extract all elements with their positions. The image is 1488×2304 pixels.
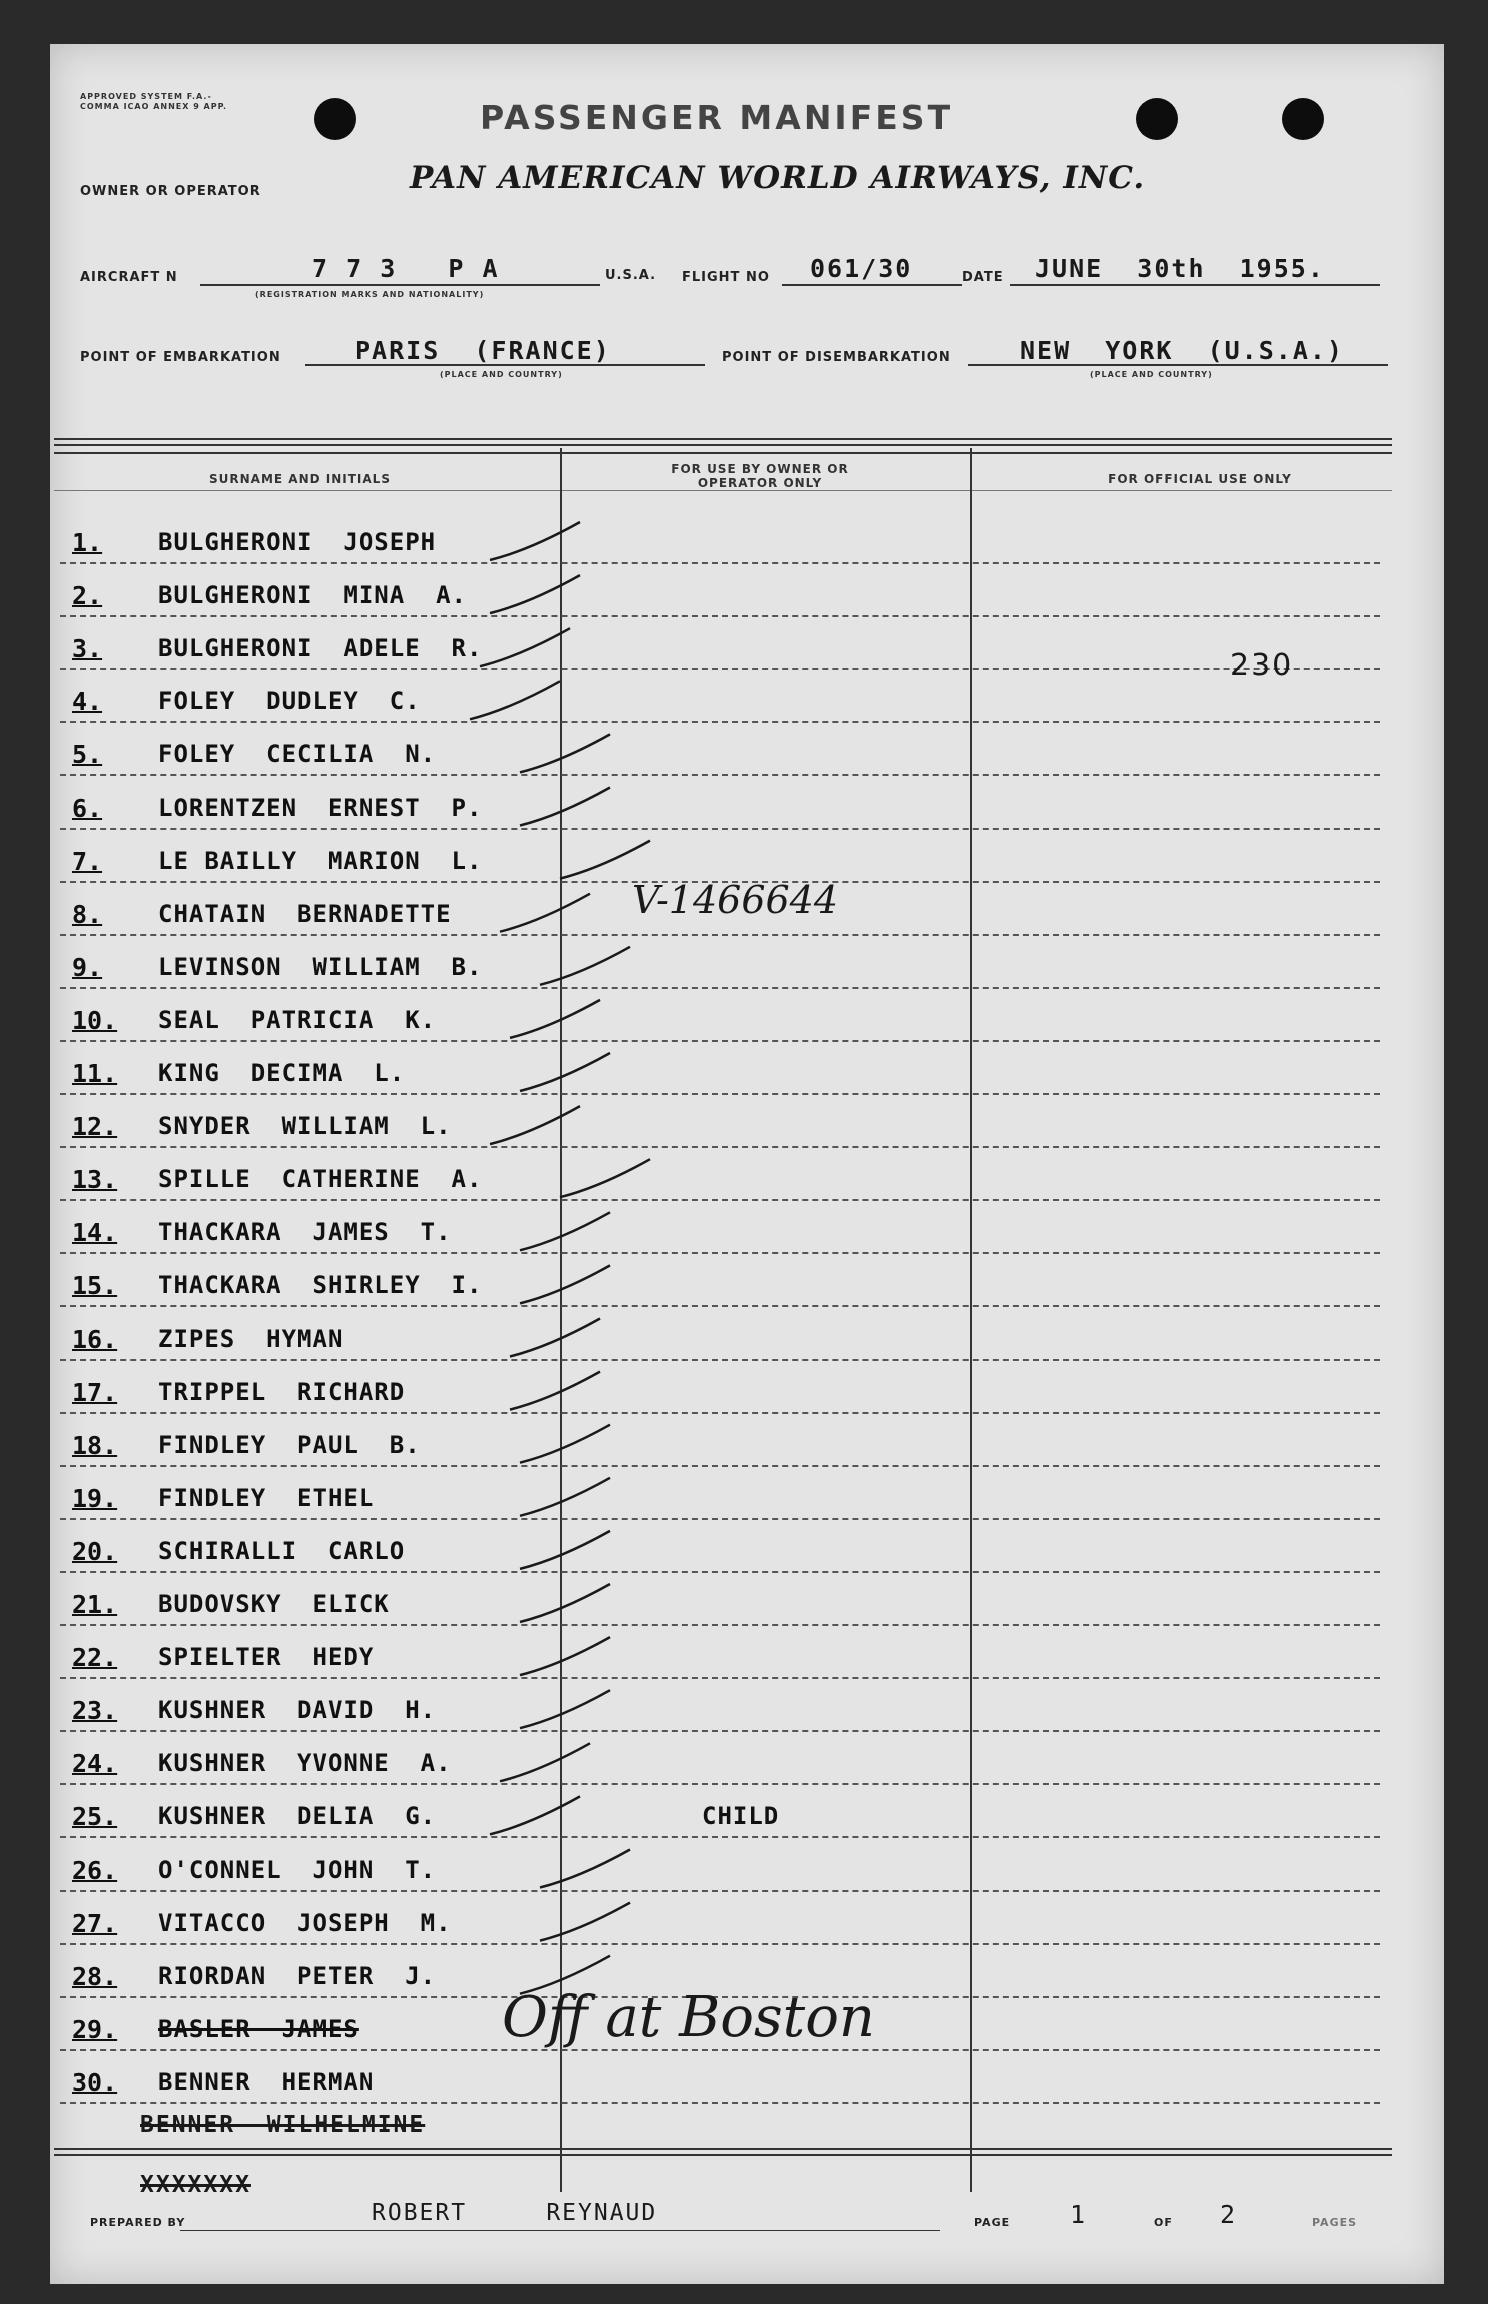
passenger-row	[72, 953, 1392, 997]
row-rule	[60, 668, 1380, 670]
punch-hole	[314, 98, 356, 140]
passenger-name: SPILLE CATHERINE A.	[158, 1165, 483, 1194]
row-rule	[60, 1624, 1380, 1626]
flight-number: 061/30	[810, 254, 913, 283]
row-rule	[60, 1571, 1380, 1573]
passenger-name: SNYDER WILLIAM L.	[158, 1112, 452, 1141]
embarkation-sublabel: (PLACE AND COUNTRY)	[440, 370, 563, 379]
passenger-number: 30.	[72, 2067, 118, 2097]
passenger-name: KUSHNER YVONNE A.	[158, 1749, 452, 1778]
of-label: OF	[1154, 2216, 1173, 2229]
passenger-row	[72, 1590, 1392, 1634]
passenger-number: 17.	[72, 1377, 118, 1407]
row-rule	[60, 1412, 1380, 1414]
row-rule	[60, 934, 1380, 936]
passenger-row	[72, 794, 1392, 838]
passenger-number: 10.	[72, 1005, 118, 1035]
row-rule	[60, 1040, 1380, 1042]
row-rule	[60, 2102, 1380, 2104]
passenger-number: 14.	[72, 1218, 118, 1248]
passenger-name: BULGHERONI JOSEPH	[158, 528, 437, 556]
row-rule	[60, 1730, 1380, 1732]
passenger-number: 1.	[72, 528, 103, 557]
struck-entry: XXXXXXX	[140, 2172, 251, 2198]
passenger-number: 16.	[72, 1324, 118, 1354]
passenger-row	[72, 1165, 1392, 1209]
passenger-row	[72, 1856, 1392, 1900]
passenger-name: BULGHERONI MINA A.	[158, 581, 467, 610]
row-rule	[60, 2049, 1380, 2051]
punch-hole	[1136, 98, 1178, 140]
passenger-name: VITACCO JOSEPH M.	[158, 1908, 452, 1937]
row-rule	[60, 987, 1380, 989]
passenger-name: FINDLEY ETHEL	[158, 1483, 375, 1512]
official-note: 230	[1230, 648, 1294, 683]
passenger-number: 23.	[72, 1696, 118, 1726]
passenger-number: 28.	[72, 1961, 118, 1991]
passenger-row	[72, 1325, 1392, 1369]
struck-entry: BENNER WILHELMINE	[140, 2112, 426, 2138]
page-title: PASSENGER MANIFEST	[480, 98, 954, 137]
passenger-row	[72, 581, 1392, 625]
passenger-name: BENNER HERMAN	[158, 2067, 375, 2096]
passenger-row	[72, 1059, 1392, 1103]
passenger-number: 29.	[72, 2014, 118, 2044]
passenger-name: KUSHNER DAVID H.	[158, 1696, 437, 1725]
passenger-name: SEAL PATRICIA K.	[158, 1005, 437, 1034]
pages-label: PAGES	[1312, 2216, 1358, 2229]
date-label: DATE	[962, 270, 1004, 285]
passenger-row	[72, 1218, 1392, 1262]
aircraft-registration: 7 7 3 P A	[312, 254, 500, 283]
punch-hole	[1282, 98, 1324, 140]
passenger-number: 2.	[72, 581, 103, 611]
passenger-row	[72, 740, 1392, 784]
row-rule	[60, 1465, 1380, 1467]
passenger-name: KING DECIMA L.	[158, 1059, 406, 1087]
passenger-name: THACKARA JAMES T.	[158, 1218, 452, 1247]
passenger-name: RIORDAN PETER J.	[158, 1961, 437, 1990]
passenger-row	[72, 1378, 1392, 1422]
disembarkation-sublabel: (PLACE AND COUNTRY)	[1090, 370, 1213, 379]
prepared-by-value: ROBERT REYNAUD	[372, 2200, 658, 2226]
passenger-number: 27.	[72, 1908, 118, 1938]
passenger-name: BULGHERONI ADELE R.	[158, 634, 483, 663]
passenger-number: 5.	[72, 740, 103, 770]
passenger-name: THACKARA SHIRLEY I.	[158, 1271, 483, 1300]
aircraft-sublabel: (REGISTRATION MARKS AND NATIONALITY)	[255, 290, 485, 299]
passenger-row	[72, 1643, 1392, 1687]
passenger-row	[72, 2068, 1392, 2112]
usa-label: U.S.A.	[605, 268, 657, 283]
owner-label: OWNER OR OPERATOR	[80, 184, 261, 199]
row-rule	[60, 1518, 1380, 1520]
passenger-row	[72, 1909, 1392, 1953]
disembarkation-label: POINT OF DISEMBARKATION	[722, 350, 951, 365]
passenger-number: 19.	[72, 1483, 118, 1513]
passenger-name: CHATAIN BERNADETTE	[158, 899, 452, 928]
passenger-number: 24.	[72, 1749, 118, 1779]
passenger-row	[72, 877, 1392, 944]
passenger-number: 9.	[72, 952, 103, 982]
row-rule	[60, 1199, 1380, 1201]
passenger-name: TRIPPEL RICHARD	[158, 1377, 406, 1406]
passenger-row	[72, 1271, 1392, 1315]
row-rule	[60, 1890, 1380, 1892]
flight-date: JUNE 30th 1955.	[1035, 254, 1325, 283]
row-rule	[60, 1359, 1380, 1361]
row-rule	[60, 1943, 1380, 1945]
passenger-row	[72, 1006, 1392, 1050]
passenger-note: Off at Boston	[502, 1984, 875, 2050]
passenger-note: V-1466644	[632, 877, 839, 922]
passenger-row	[72, 1802, 1392, 1846]
embarkation-value: PARIS (FRANCE)	[355, 336, 611, 365]
passenger-name: BUDOVSKY ELICK	[158, 1590, 390, 1618]
page-number: 1	[1070, 2200, 1088, 2229]
passenger-name: FINDLEY PAUL B.	[158, 1430, 421, 1459]
passenger-number: 13.	[72, 1165, 118, 1195]
passenger-number: 18.	[72, 1430, 118, 1460]
passenger-name: ZIPES HYMAN	[158, 1324, 344, 1353]
passenger-number: 21.	[72, 1590, 118, 1619]
passenger-number: 7.	[72, 846, 103, 876]
passenger-row	[72, 1112, 1392, 1156]
passenger-name: FOLEY CECILIA N.	[158, 740, 437, 769]
passenger-name: SCHIRALLI CARLO	[158, 1536, 406, 1565]
column-header-owner-use: FOR USE BY OWNER OR OPERATOR ONLY	[671, 462, 849, 490]
row-rule	[60, 1093, 1380, 1095]
passenger-row	[72, 687, 1392, 731]
passenger-row	[72, 1984, 1392, 2059]
passenger-number: 3.	[72, 634, 103, 664]
passenger-number: 11.	[72, 1059, 118, 1088]
passenger-name: SPIELTER HEDY	[158, 1643, 375, 1672]
row-rule	[60, 1146, 1380, 1148]
row-rule	[60, 1252, 1380, 1254]
passenger-row	[72, 528, 1392, 572]
embarkation-label: POINT OF EMBARKATION	[80, 350, 281, 365]
row-rule	[60, 1836, 1380, 1838]
row-rule	[60, 1783, 1380, 1785]
row-rule	[60, 562, 1380, 564]
passenger-name: LE BAILLY MARION L.	[158, 846, 483, 875]
passenger-row	[72, 634, 1392, 678]
manifest-sheet	[50, 44, 1444, 2284]
passenger-number: 12.	[72, 1112, 118, 1142]
passenger-row	[72, 1484, 1392, 1528]
passenger-name: KUSHNER DELIA G.	[158, 1802, 437, 1831]
row-rule	[60, 615, 1380, 617]
passenger-name: FOLEY DUDLEY C.	[158, 687, 421, 716]
passenger-number: 15.	[72, 1271, 118, 1301]
passenger-number: 26.	[72, 1855, 118, 1885]
passenger-name: LEVINSON WILLIAM B.	[158, 952, 483, 981]
page-total: 2	[1220, 2200, 1238, 2229]
passenger-name: BASLER JAMES	[158, 2014, 359, 2043]
passenger-row	[72, 1696, 1392, 1740]
passenger-row	[72, 1537, 1392, 1581]
row-rule	[60, 1305, 1380, 1307]
column-header-surname: SURNAME AND INITIALS	[209, 472, 391, 486]
passenger-note: CHILD	[702, 1802, 780, 1831]
approval-stamp: APPROVED SYSTEM F.A.-COMMA ICAO ANNEX 9 APP.	[80, 92, 228, 111]
passenger-name: O'CONNEL JOHN T.	[158, 1855, 437, 1884]
flight-label: FLIGHT NO	[682, 270, 770, 285]
passenger-number: 22.	[72, 1643, 118, 1673]
row-rule	[60, 828, 1380, 830]
passenger-number: 6.	[72, 793, 103, 823]
operator-name: PAN AMERICAN WORLD AIRWAYS, INC.	[410, 160, 1146, 196]
aircraft-label: AIRCRAFT N	[80, 270, 178, 285]
disembarkation-value: NEW YORK (U.S.A.)	[1020, 336, 1344, 365]
prepared-by-label: PREPARED BY	[90, 2216, 186, 2229]
row-rule	[60, 721, 1380, 723]
passenger-number: 25.	[72, 1802, 118, 1832]
passenger-row	[72, 1749, 1392, 1793]
passenger-row	[72, 1431, 1392, 1475]
column-header-official-use: FOR OFFICIAL USE ONLY	[1108, 472, 1292, 486]
row-rule	[60, 1677, 1380, 1679]
passenger-number: 4.	[72, 687, 103, 717]
passenger-number: 8.	[72, 899, 103, 929]
row-rule	[60, 774, 1380, 776]
page-label: PAGE	[974, 2216, 1011, 2229]
passenger-number: 20.	[72, 1536, 118, 1566]
passenger-name: LORENTZEN ERNEST P.	[158, 793, 483, 822]
